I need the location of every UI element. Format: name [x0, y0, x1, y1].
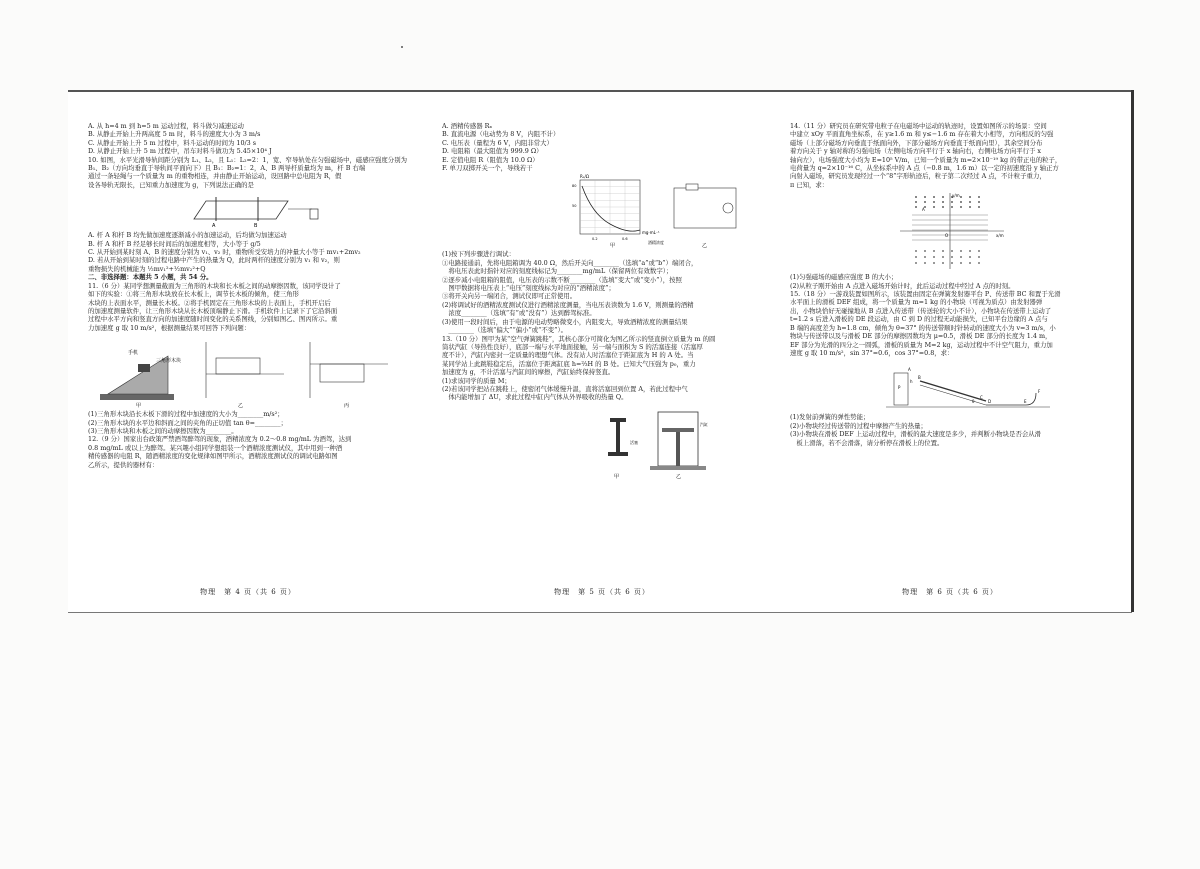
field-cross	[969, 256, 971, 258]
q14-subquestion: (2)从粒子刚开始由 A 点进入磁场开始计时，此后运动过程中经过 A 点的时刻。	[790, 281, 1015, 290]
graph-caption: 甲	[610, 243, 616, 249]
q12-line: 12.（9 分）国家出台政策严禁酒驾醉驾的现象，酒精浓度为 0.2～0.8 mg/mL 为酒驾，达到	[88, 435, 352, 444]
q10-line: 设各导轨无限长，已知重力加速度为 g，下列说法正确的是	[88, 180, 254, 189]
q12-step: 图甲数据将电压表上“电压”刻度线标为对应的“酒精浓度”；	[442, 284, 615, 293]
q13-line: 筒状汽缸（导热性良好），底部一端与水平地面接触，另一端与面积为 S 的活塞连接（活塞厚	[442, 342, 703, 351]
q13-line: 某同学站上此跳鞋稳定后，活塞位于距离缸底 h=⅔H 的 B 处。已知大气压强为 p₀，重力	[442, 359, 696, 368]
q12-step: (3)使用一段时间后，由于电源的电动势略微变小，内阻变大，导致酒精浓度的测量结果	[442, 317, 688, 326]
q15-line: 水平面上的滑板 DEF 组成，将一个质量为 m=1 kg 的小物块（可视为质点）由发射器弹	[790, 298, 1043, 307]
fig-cylinder-label: 汽缸	[700, 421, 708, 427]
field-cross	[978, 262, 980, 264]
field-dot	[960, 206, 962, 208]
field-dot	[933, 201, 935, 203]
svg-text:B: B	[254, 223, 258, 230]
q12-step: (1)按下列步骤进行调试：	[442, 250, 515, 259]
field-cross	[951, 262, 953, 264]
q10-option: B. 杆 A 和杆 B 经足够长时间后的加速度相等，大小等于 g/5	[88, 239, 261, 248]
fig15-c: C	[980, 395, 983, 401]
q11-fig-block: 三角形木块	[156, 358, 182, 365]
field-cross	[969, 250, 971, 252]
fig15-theta: θ	[972, 399, 975, 405]
q11-fig-bing: 丙	[344, 403, 350, 409]
q12-step: ________（选填“偏大”“偏小”或“不变”）。	[442, 326, 568, 335]
text-line: C. 从静止开始上升 5 m 过程中，料斗运动的时间为 10/3 s	[88, 138, 257, 147]
field-cross	[933, 262, 935, 264]
page-4	[88, 122, 408, 602]
graph-ytick: 80	[572, 184, 577, 189]
fig15-h: h	[910, 379, 913, 385]
fig-piston-label: 活塞	[630, 439, 638, 445]
field-dot	[960, 201, 962, 203]
q12-step: ③将开关向另一端闭合，测试仪即可正常使用。	[442, 292, 577, 301]
q11-line: 如下的实验：①将三角形木块放在长木板上，调节长木板的倾角，使三角形	[88, 290, 299, 299]
page-footer-4: 物理 第 4 页（共 6 页）	[200, 587, 296, 596]
field-dot	[978, 206, 980, 208]
q13-line: (1)求该同学的质量 M；	[442, 376, 511, 385]
equipment-item: D. 电阻箱（最大阻值为 999.9 Ω）	[442, 147, 543, 156]
equipment-item: C. 电压表（量程为 6 V，内阻非常大）	[442, 138, 553, 147]
q11-line: 11.（6 分）某同学想测量截面为三角形的木块和长木板之间的动摩擦因数，该同学设计了	[88, 281, 341, 290]
field-dot	[942, 206, 944, 208]
field-cross	[969, 262, 971, 264]
q14-line: 轴向左），电场强度大小均为 E=10⁵ V/m，已知一个质量为 m=2×10⁻¹⁹ kg 的带正电的粒子，	[790, 155, 1062, 164]
field-cross	[942, 262, 944, 264]
q10-option: C. 从开始到某时刻 A、B 的速度分别为 v₁、v₂ 时，重物所受安培力的冲量大小等于 mv₁+2mv₂	[88, 248, 361, 257]
field-cross	[915, 262, 917, 264]
q14-line: 着方向关于 y 轴对称的匀强电场（左侧电场方向平行于 x 轴向右，右侧电场方向平行于 x	[790, 147, 1042, 156]
q12-step: (2)将调试好的酒精浓度测试仪进行酒精浓度测量，当电压表读数为 1.6 V，则测量的酒精	[442, 300, 694, 309]
graph-ylabel: Rₓ/Ω	[580, 174, 589, 180]
field-cross	[951, 256, 953, 258]
field-dot	[924, 196, 926, 198]
q14-line: 电荷量为 q=2×10⁻¹⁶ C，从坐标系中的 A 点（−0.8 m，1.6 m）以一定的初速度沿 y 轴正方	[790, 164, 1059, 173]
page-footer-5: 物理 第 5 页（共 6 页）	[554, 587, 650, 596]
q14-line: 磁场（上部分磁场方向垂直于纸面向外，下部分磁场方向垂直于纸面向里），其余空间分布	[790, 138, 1043, 147]
page-footer-6: 物理 第 6 页（共 6 页）	[902, 587, 998, 596]
q11-figures	[88, 334, 408, 408]
field-cross	[942, 256, 944, 258]
fig15-f: F	[1038, 389, 1041, 395]
field-dot	[942, 201, 944, 203]
field-dot	[978, 201, 980, 203]
exam-sheet	[68, 90, 1132, 613]
q15-line: t=1.2 s 后进入滑板的 DE 段运动，由 C 到 D 的过程无动能损失，已知平台边缘的 A 点与	[790, 315, 1048, 324]
q14-line: π 已知，求：	[790, 180, 829, 189]
field-dot	[969, 201, 971, 203]
q15-line: 15.（18 分）一游戏装置如图所示，该装置由固定在弹簧发射器平台 P、传送带 BC 和置于光滑	[790, 290, 1061, 299]
field-cross	[915, 250, 917, 252]
q15-subquestion: 板上滑落，若不会滑落，请分析停在滑板上的位置。	[790, 438, 944, 447]
field-dot	[942, 196, 944, 198]
field-dot	[915, 206, 917, 208]
q11-subquestion: (2)三角形木块的水平边和斜面之间的夹角的正切值 tan θ=________；	[88, 418, 287, 427]
fig14-origin: O	[945, 233, 949, 239]
q15-subquestion: (2)小物块经过传送带的过程中摩擦产生的热量；	[790, 421, 927, 430]
q10-line: 通过一条轻绳与一个质量为 m 的重物相连，并由静止开始运动，设回路中总电阻为 R，假	[88, 172, 342, 181]
q11-line: 木块的上表面水平，测量长木板。②将手机固定在三角形木块的上表面上，手机开启后	[88, 298, 331, 307]
field-dot	[969, 206, 971, 208]
q13-line: 加速度为 g，不计活塞与汽缸间的摩擦，汽缸始终保持竖直。	[442, 368, 615, 377]
q10-line: 10. 如图，水平光滑导轨间距分别为 L₁、L₂，且 L₁：L₂=2：1，宽、窄导轨处在匀强磁场中，磁感应强度分别为	[88, 155, 407, 164]
field-cross	[924, 262, 926, 264]
sheet-edge	[1131, 90, 1134, 612]
field-dot	[915, 196, 917, 198]
q11-line: 的加速度测量软件，让三角形木块从长木板顶端静止下滑。手机软件上记录下了它沿斜面	[88, 306, 338, 315]
graph-ytick: 50	[572, 204, 577, 209]
svg-text:A: A	[212, 223, 216, 230]
fig15-p: P	[898, 385, 901, 391]
field-cross	[960, 256, 962, 258]
q15-subquestion: (3)小物块在滑板 DEF 上运动过程中，滑板的最大速度是多少，并判断小物块是否会从滑	[790, 430, 1042, 439]
q14-line: 中建立 xOy 平面直角坐标系，在 y≥1.6 m 和 y≤−1.6 m 存在着大小相等，方向相反的匀强	[790, 130, 1054, 139]
field-dot	[933, 206, 935, 208]
part2-heading: 二、非选择题：本题共 5 小题，共 54 分。	[88, 273, 213, 282]
conc-caption: 酒精浓度	[648, 240, 664, 246]
fig15-b: B	[918, 375, 921, 381]
q11-subquestion: (1)三角形木块沿长木板下滑的过程中加速度的大小为________m/s²；	[88, 410, 284, 419]
q15-line: B 端的高度差为 h=1.8 cm，倾角为 θ=37° 的传送带顺时针转动的速度大小为 v=3 m/s，小	[790, 323, 1056, 332]
q12-line: 乙所示，提供的器材有：	[88, 460, 159, 469]
graph-xlabel: mg·mL⁻¹	[642, 230, 660, 236]
field-dot	[978, 196, 980, 198]
q15-line: 速度 g 取 10 m/s²，sin 37°=0.6，cos 37°=0.8，求：	[790, 348, 954, 357]
field-cross	[915, 256, 917, 258]
q14-field-diagram	[790, 191, 1110, 271]
q10-option: D. 若从开始到某时刻的过程电路中产生的热量为 Q，此时两杆的速度分别为 v₁ 和 v₂，则	[88, 256, 340, 265]
field-cross	[924, 256, 926, 258]
field-cross	[924, 250, 926, 252]
field-dot	[915, 201, 917, 203]
stray-dot	[401, 46, 403, 48]
equipment-item: E. 定值电阻 R（阻值为 10.0 Ω）	[442, 155, 539, 164]
text-line: B. 从静止开始上升两高度 5 m 时，料斗的速度大小为 3 m/s	[88, 130, 261, 139]
rail-diagram	[88, 191, 408, 229]
q13-line: 体内能增加了 ΔU，求此过程中缸内气体从外界吸收的热量 Q。	[442, 393, 628, 402]
page-6	[790, 122, 1110, 602]
q15-line: 物块与传送带以及与滑板 DE 部分的摩擦因数均为 μ=0.5，滑板 DE 部分的长度为 1.4 m，	[790, 332, 1052, 341]
field-cross	[942, 250, 944, 252]
q14-line: 向射入磁场，研究员发现经过一个“8”字形轨迹后，粒子第二次经过 A 点，不计粒子重力，	[790, 172, 1046, 181]
q14-subquestion: (1)匀强磁场的磁感应强度 B 的大小；	[790, 273, 898, 282]
q10-line: B₁、B₂（方向均垂直于导轨间平面向下）且 B₁：B₂=1：2，A、B 两导杆质量均为 m，杆 B 右端	[88, 164, 366, 173]
q12-line: 精传感器的电阻 R，随酒精浓度的变化规律如图甲所示，酒精浓度测试仪的调试电路如图	[88, 452, 338, 461]
field-cross	[951, 250, 953, 252]
q12-line: 0.8 mg/mL 或以上为醉驾。某兴趣小组同学想组装一个酒精浓度测试仪，其中用到一种酒	[88, 443, 343, 452]
q12-step: ①电路接通前，先将电阻箱调为 40.0 Ω，然后开关向________（选填“a”或“b”）端闭合，	[442, 258, 698, 267]
fig13-yi: 乙	[676, 473, 682, 480]
field-dot	[951, 206, 953, 208]
field-cross	[978, 250, 980, 252]
fig14-point-a: A	[922, 207, 925, 213]
fig15-a: A	[908, 367, 911, 373]
fig13-jia: 甲	[614, 473, 620, 480]
q13-line: (2)若该同学把站在跳鞋上，使密闭气体缓慢升温，直将活塞回到位置 A，若此过程中气	[442, 384, 688, 393]
q11-fig-phone: 手机	[128, 350, 139, 357]
graph-xtick: 0.6	[622, 237, 628, 242]
q10-option: A. 杆 A 和杆 B 均先做加速度逐渐减小的加速运动，后均做匀加速运动	[88, 231, 287, 240]
equipment-item: B. 直流电源（电动势为 8 V，内阻不计）	[442, 130, 560, 139]
text-line: A. 从 h=4 m 到 h=5 m 运动过程，料斗做匀减速运动	[88, 122, 244, 130]
q10-option: 重物损失的机械能为 ½mv₁²+½mv₂²+Q	[88, 264, 206, 273]
field-dot	[969, 196, 971, 198]
q13-line: 度不计），汽缸内密封一定质量的理想气体。没有站人时活塞位于距缸底为 H 的 A 处。当	[442, 351, 694, 360]
q15-line: EF 部分为光滑的四分之一圆弧，滑板的质量为 M=2 kg，运动过程中不计空气阻力，重力加	[790, 340, 1053, 349]
fig15-e: E	[1024, 399, 1027, 405]
q12-figures	[442, 174, 762, 248]
q11-fig-yi: 乙	[238, 403, 244, 409]
q11-subquestion: (3)三角形木块和木板之间的动摩擦因数为________。	[88, 426, 238, 435]
q14-line: 14.（11 分）研究员在研究带电粒子在电磁场中运动的轨迹时，设置如图所示的场景：空间	[790, 122, 1047, 130]
text-line: D. 从静止开始上升 5 m 过程中，吊车对料斗做功为 5.45×10⁴ J	[88, 147, 272, 156]
fig15-d: D	[988, 399, 992, 405]
fig14-xaxis: x/m	[996, 233, 1004, 239]
field-cross	[960, 262, 962, 264]
field-dot	[960, 196, 962, 198]
field-dot	[951, 201, 953, 203]
field-cross	[933, 250, 935, 252]
field-cross	[978, 256, 980, 258]
field-dot	[924, 201, 926, 203]
q12-step: ②逐步减小电阻箱的阻值，电压表的示数不断________（选填“变大”或“变小”），按照	[442, 275, 682, 284]
q15-line: 出，小物块恰好无碰撞地从 B 点进入传送带（传送轮的大小不计），小物块在传送带上运动了	[790, 306, 1052, 315]
q12-step: 浓度________（选填“有”或“没有”）达到醉驾标准。	[442, 309, 596, 318]
q12-step: 将电压表此时指针对应的刻度线标记为________mg/mL（保留两位有效数字）；	[442, 267, 673, 276]
q13-line: 13.（10 分）图甲为某“空气弹簧跳鞋”，其核心部分可简化为图乙所示的竖直倒立质量为 m 的圆	[442, 334, 716, 343]
q11-line: 力加速度 g 取 10 m/s²，根据测量结果可回答下列问题：	[88, 323, 251, 332]
equipment-item: A. 酒精传感器 Rₓ	[442, 122, 493, 130]
q15-subquestion: (1)发射前弹簧的弹性势能；	[790, 413, 870, 422]
q15-track-diagram	[790, 359, 1110, 411]
circuit-caption: 乙	[702, 243, 708, 249]
q13-figures	[442, 404, 762, 482]
field-cross	[933, 256, 935, 258]
field-dot	[933, 196, 935, 198]
equipment-item: F. 单刀双掷开关一个，导线若干	[442, 164, 533, 173]
field-cross	[960, 250, 962, 252]
graph-xtick: 0.2	[592, 237, 598, 242]
q11-fig-jia: 甲	[136, 403, 142, 409]
page-5	[442, 122, 762, 602]
fig14-yaxis: y/m	[952, 193, 960, 199]
q11-line: 过程中水平方向和竖直方向的加速度随时间变化的关系图线，分别如图乙、图丙所示。重	[88, 315, 338, 324]
